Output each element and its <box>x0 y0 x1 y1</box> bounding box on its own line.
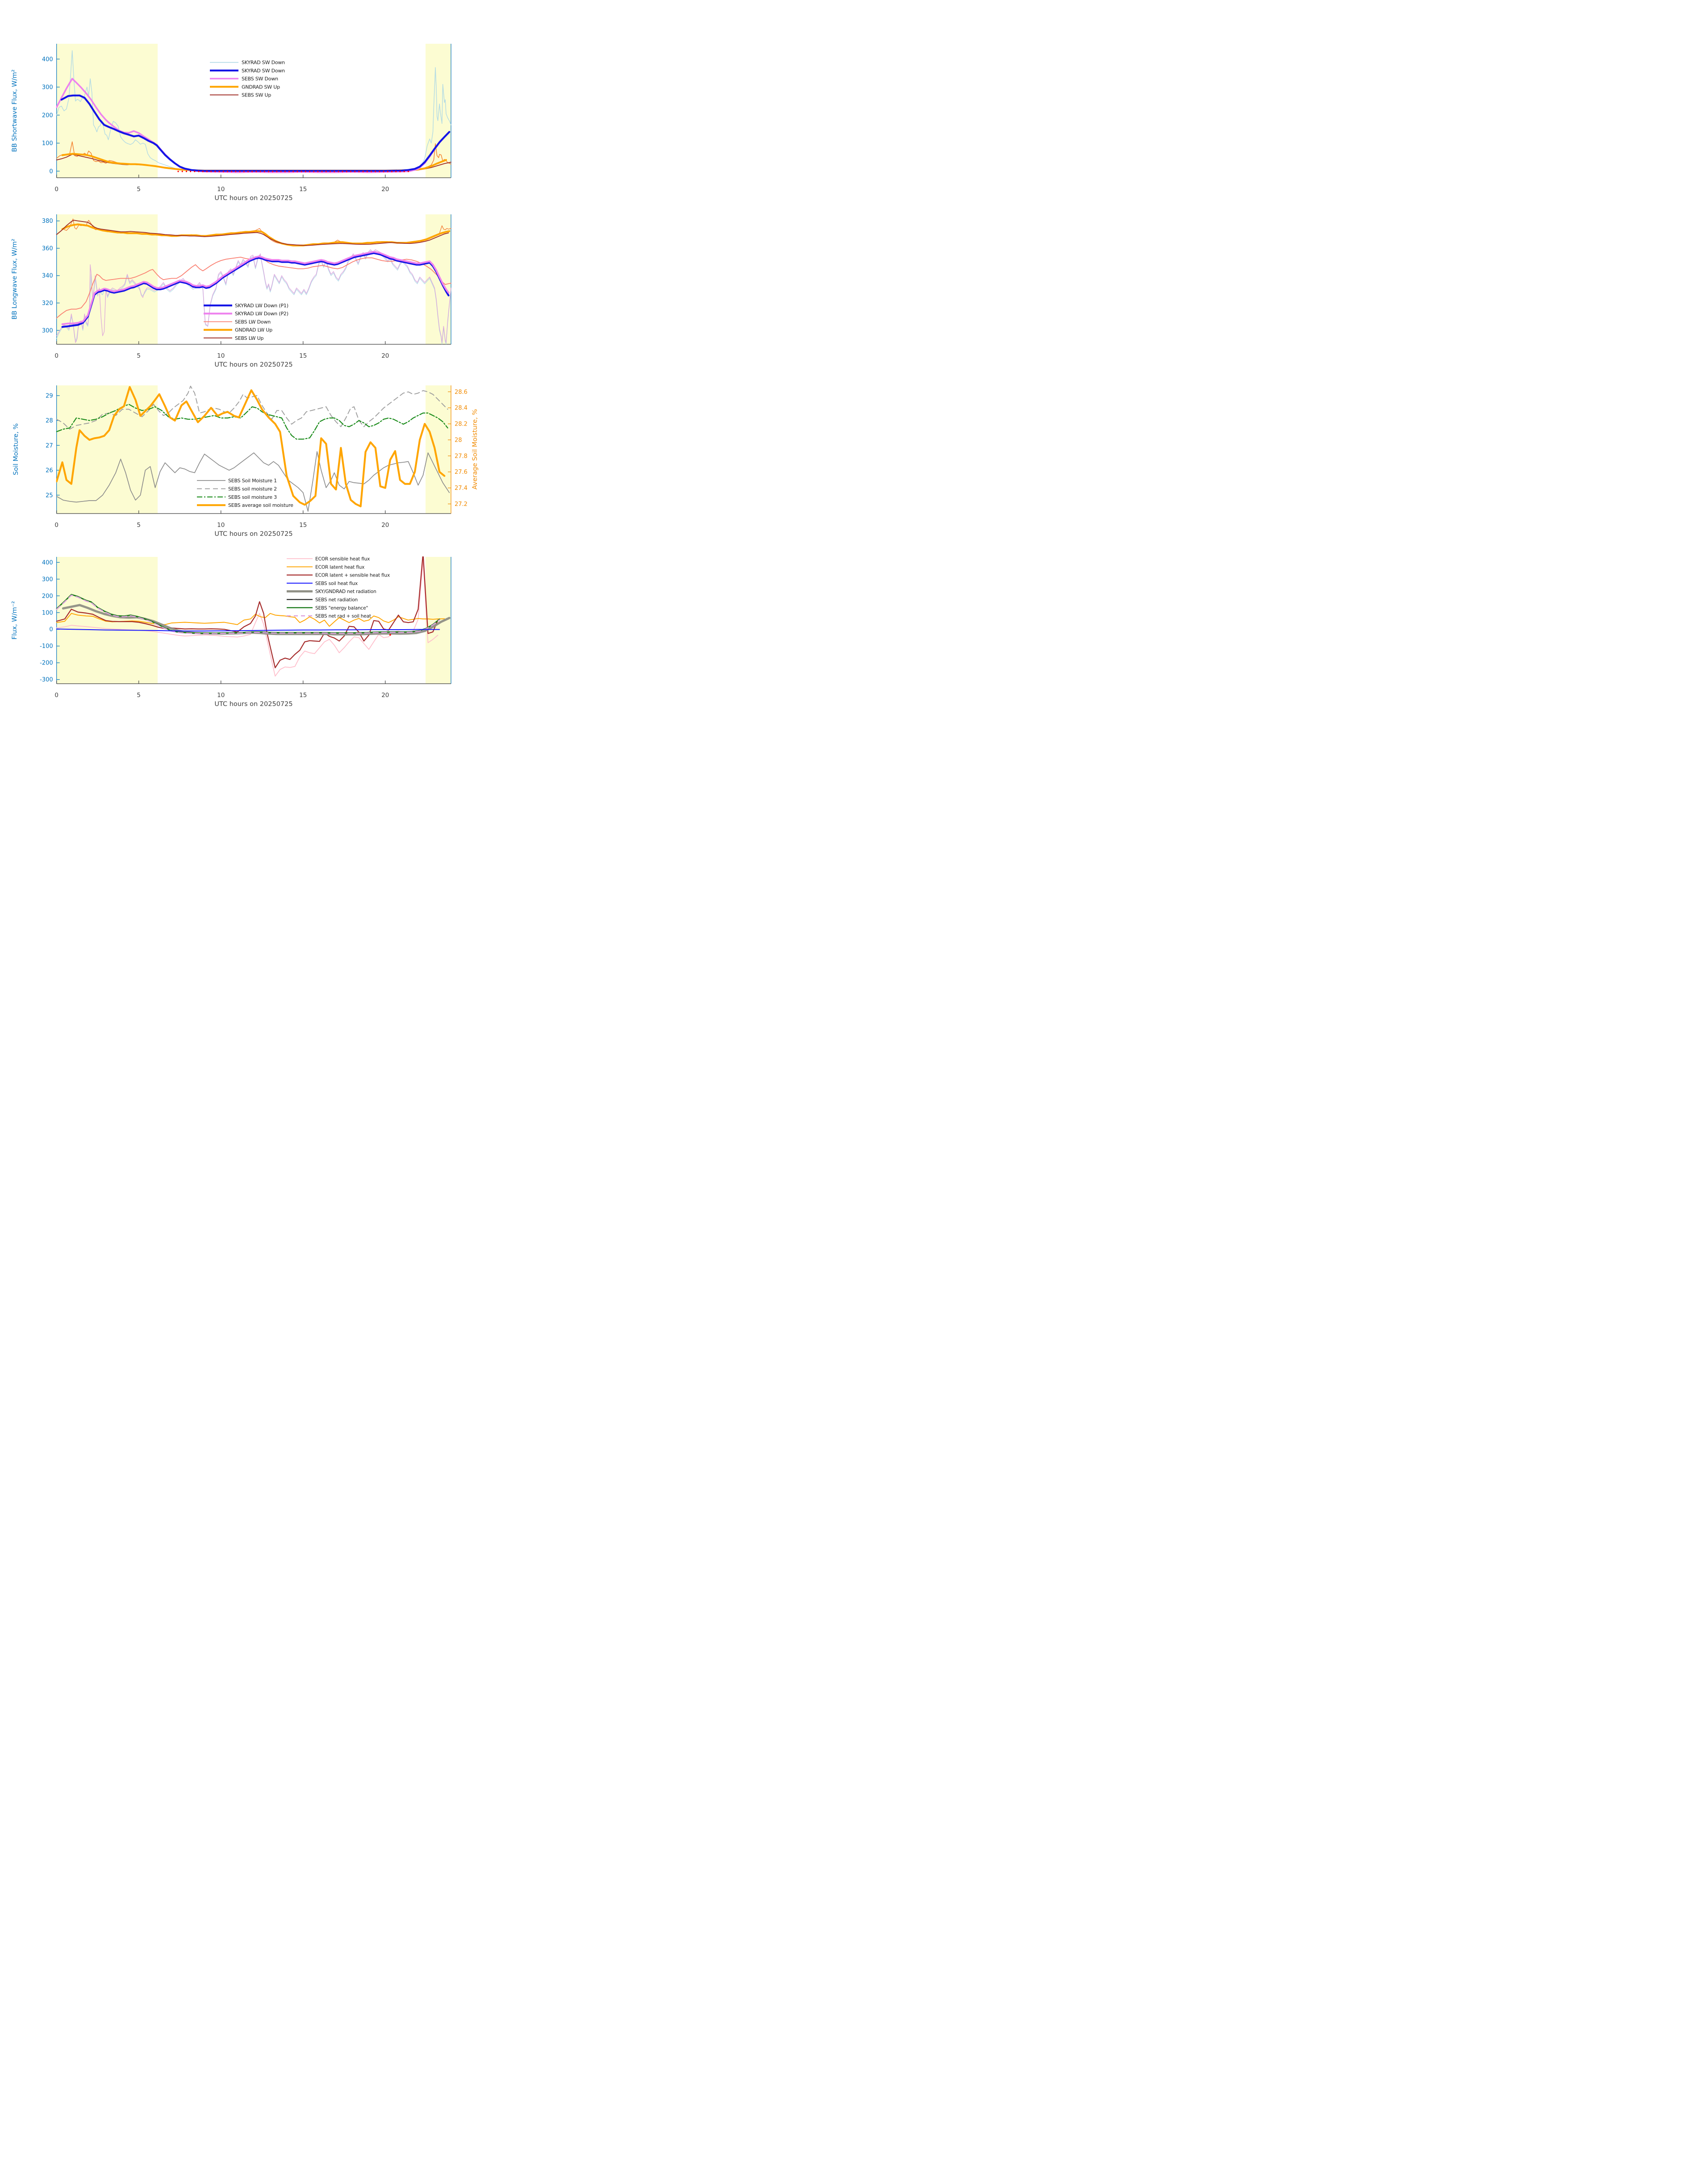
y-tick-label: 300 <box>42 576 53 583</box>
legend-label: GNDRAD SW Up <box>242 84 280 90</box>
legend-item <box>204 327 272 333</box>
legend-item <box>204 303 288 309</box>
qc-marker-dot <box>371 171 372 172</box>
x-tick-label: 5 <box>137 186 141 193</box>
qc-marker-dot <box>313 171 314 172</box>
x-tick-label: 20 <box>381 186 389 193</box>
legend-label: GNDRAD LW Up <box>235 327 273 333</box>
qc-marker-dot <box>350 171 351 172</box>
qc-marker-dot <box>399 171 401 172</box>
qc-marker-dot <box>223 171 224 172</box>
y-tick-label-right: 27.2 <box>455 501 468 508</box>
qc-marker-dot <box>272 171 273 172</box>
qc-marker-dot <box>255 171 257 172</box>
y-tick-label: 200 <box>42 593 53 600</box>
legend-item <box>210 76 278 82</box>
qc-marker-dot <box>342 171 343 172</box>
y-tick-label: 340 <box>42 272 53 280</box>
night-shading-band <box>426 385 451 514</box>
legend-item <box>197 494 277 500</box>
legend-item <box>287 556 370 562</box>
panel-bb-longwave-flux <box>42 214 451 359</box>
legend-flux <box>287 556 390 619</box>
qc-marker-dot <box>389 634 391 636</box>
qc-marker-dot <box>375 171 376 172</box>
x-tick-label: 5 <box>137 522 141 529</box>
y-axis-label-shortwave: BB Shortwave Flux, W/m² <box>11 69 18 152</box>
y-axis-label-flux: Flux, W/m⁻² <box>11 601 18 640</box>
legend-item <box>287 606 368 611</box>
qc-marker-dot <box>301 171 302 172</box>
x-tick-label: 20 <box>381 692 389 699</box>
panel-bb-shortwave-flux <box>42 44 451 193</box>
legend-item <box>197 502 293 508</box>
qc-marker-dot <box>264 171 265 172</box>
y-tick-label-right: 28.2 <box>455 421 468 428</box>
qc-marker-dot <box>247 171 249 172</box>
qc-marker-dot <box>177 171 179 172</box>
legend-label: SEBS average soil moisture <box>228 502 293 509</box>
legend-item <box>210 84 280 90</box>
y-tick-label: 380 <box>42 218 53 225</box>
y-tick-label-right: 27.8 <box>455 453 468 460</box>
qc-marker-dot <box>362 171 363 172</box>
legend-item <box>287 598 358 603</box>
x-tick-label: 15 <box>299 692 307 699</box>
y-tick-label: 29 <box>46 393 53 400</box>
qc-marker-dot <box>235 171 236 172</box>
y-tick-label-right: 27.4 <box>455 485 468 492</box>
y-tick-label: -100 <box>40 643 53 650</box>
qc-marker-dot <box>379 171 380 172</box>
y-tick-label: 26 <box>46 467 53 474</box>
y-tick-label: 28 <box>46 418 53 425</box>
y-tick-label: 0 <box>49 626 53 633</box>
x-tick-label: 5 <box>137 352 141 359</box>
x-tick-label: 10 <box>217 352 225 359</box>
x-axis-label-4: UTC hours on 20250725 <box>214 701 293 708</box>
x-tick-label: 15 <box>299 186 307 193</box>
qc-marker-dot <box>358 171 359 172</box>
legend-item <box>204 319 271 325</box>
qc-marker-dot <box>243 171 245 172</box>
night-shading-band <box>57 385 158 514</box>
legend-label: SEBS net radiation <box>315 597 358 603</box>
legend-label: SEBS SW Up <box>242 92 271 98</box>
legend-label: SKYRAD LW Down (P1) <box>235 303 288 309</box>
legend-item <box>287 589 376 594</box>
qc-marker-dot <box>182 171 183 172</box>
qc-marker-dot <box>284 171 286 172</box>
x-axis-label-1: UTC hours on 20250725 <box>214 195 293 202</box>
qc-marker-dot <box>259 171 261 172</box>
qc-marker-dot <box>404 171 405 172</box>
qc-marker-dot <box>334 171 335 172</box>
legend-item <box>210 60 285 66</box>
legend-item <box>287 581 358 586</box>
legend-item <box>204 311 288 317</box>
qc-marker-dot <box>346 171 347 172</box>
legend-label: SEBS soil moisture 3 <box>228 494 277 500</box>
qc-marker-dot <box>186 171 187 172</box>
x-tick-label: 10 <box>217 692 225 699</box>
qc-marker-dot <box>251 171 253 172</box>
legend-soil-moisture <box>197 478 293 508</box>
y-tick-label: 400 <box>42 56 53 63</box>
legend-item <box>204 335 264 341</box>
qc-marker-dot <box>408 171 409 172</box>
qc-marker-dot <box>280 171 281 172</box>
legend-item <box>197 478 277 484</box>
x-tick-label: 0 <box>54 692 58 699</box>
y-tick-label: 200 <box>42 112 53 119</box>
legend-label: SEBS net rad + soil heat <box>315 614 371 619</box>
qc-marker-dot <box>309 171 310 172</box>
legend-label: SKYRAD SW Down <box>242 59 285 66</box>
y-tick-label: 300 <box>42 84 53 91</box>
legend-label: SKYRAD LW Down (P2) <box>235 311 288 317</box>
legend-item <box>287 573 390 578</box>
y-tick-label: 0 <box>49 168 53 175</box>
qc-marker-dot <box>268 171 269 172</box>
x-axis-label-2: UTC hours on 20250725 <box>214 361 293 368</box>
qc-marker-dot <box>206 171 208 172</box>
qc-marker-dot <box>239 171 240 172</box>
qc-marker-dot <box>218 171 220 172</box>
y-tick-label: 320 <box>42 300 53 307</box>
qc-marker-dot <box>383 171 384 172</box>
legend-label: SKY/GNDRAD net radiation <box>315 589 376 595</box>
figure-canvas <box>0 0 569 726</box>
legend-label: SEBS LW Down <box>235 319 271 325</box>
qc-marker-dot <box>305 171 306 172</box>
qc-marker-dot <box>317 171 318 172</box>
y-tick-label: 27 <box>46 442 53 449</box>
legend-bb-longwave-flux <box>204 303 288 341</box>
qc-marker-dot <box>198 171 199 172</box>
night-shading-band <box>57 44 158 178</box>
y-tick-label-right: 28.6 <box>455 389 468 396</box>
y-tick-label: 360 <box>42 245 53 252</box>
x-tick-label: 10 <box>217 522 225 529</box>
legend-item <box>210 68 285 74</box>
qc-marker-dot <box>288 171 290 172</box>
qc-marker-dot <box>292 171 294 172</box>
legend-label: SEBS LW Up <box>235 335 264 341</box>
y-tick-label: -300 <box>40 677 53 684</box>
y-tick-label-right: 28 <box>455 437 462 444</box>
qc-marker-dot <box>210 171 212 172</box>
panel-soil-moisture <box>46 385 468 529</box>
qc-marker-dot <box>367 171 368 172</box>
qc-marker-dot <box>190 171 191 172</box>
x-tick-label: 20 <box>381 352 389 359</box>
legend-label: SEBS "energy balance" <box>315 605 368 611</box>
qc-marker-dot <box>395 171 397 172</box>
y-tick-label-right: 28.4 <box>455 405 468 412</box>
legend-label: SKYRAD SW Down <box>242 67 285 74</box>
y-tick-label: 100 <box>42 610 53 617</box>
legend-item <box>197 486 277 492</box>
legend-label: SEBS SW Down <box>242 76 278 82</box>
qc-marker-dot <box>391 171 393 172</box>
legend-label: ECOR latent + sensible heat flux <box>315 572 390 578</box>
legend-label: SEBS Soil Moisture 1 <box>228 478 277 484</box>
y-axis-label-average-soil-moisture: Average Soil Moisture, % <box>472 409 479 490</box>
legend-label: ECOR sensible heat flux <box>315 556 370 562</box>
y-tick-label-right: 27.6 <box>455 469 468 476</box>
x-tick-label: 5 <box>137 692 141 699</box>
qc-marker-dot <box>214 171 216 172</box>
y-tick-label: 25 <box>46 492 53 499</box>
x-tick-label: 20 <box>381 522 389 529</box>
qc-marker-dot <box>330 171 331 172</box>
x-tick-label: 10 <box>217 186 225 193</box>
qc-marker-dot <box>227 171 228 172</box>
y-tick-label: 400 <box>42 559 53 566</box>
y-axis-label-soil-moisture: Soil Moisture, % <box>13 423 20 476</box>
x-tick-label: 0 <box>54 522 58 529</box>
x-tick-label: 15 <box>299 522 307 529</box>
qc-marker-dot <box>387 171 388 172</box>
legend-item <box>210 92 271 98</box>
qc-marker-dot <box>296 171 298 172</box>
qc-marker-dot <box>321 171 322 172</box>
legend-label: ECOR latent heat flux <box>315 564 365 570</box>
y-axis-label-longwave: BB Longwave Flux, W/m² <box>11 238 18 320</box>
qc-marker-dot <box>326 171 327 172</box>
y-tick-label: 100 <box>42 140 53 147</box>
qc-marker-dot <box>194 171 195 172</box>
qc-marker-dot <box>338 171 339 172</box>
legend-item <box>287 564 364 570</box>
panel-flux <box>40 553 451 699</box>
x-tick-label: 0 <box>54 186 58 193</box>
x-tick-label: 0 <box>54 352 58 359</box>
qc-marker-dot <box>354 171 355 172</box>
y-tick-label: 300 <box>42 327 53 334</box>
legend-label: SEBS soil moisture 2 <box>228 486 277 492</box>
legend-bb-shortwave-flux <box>210 60 285 98</box>
qc-marker-dot <box>202 171 204 172</box>
y-tick-label: -200 <box>40 660 53 667</box>
x-axis-label-3: UTC hours on 20250725 <box>214 531 293 538</box>
legend-label: SEBS soil heat flux <box>315 581 358 586</box>
legend-item <box>287 614 371 619</box>
qc-marker-dot <box>276 171 277 172</box>
qc-marker-dot <box>231 171 232 172</box>
x-tick-label: 15 <box>299 352 307 359</box>
